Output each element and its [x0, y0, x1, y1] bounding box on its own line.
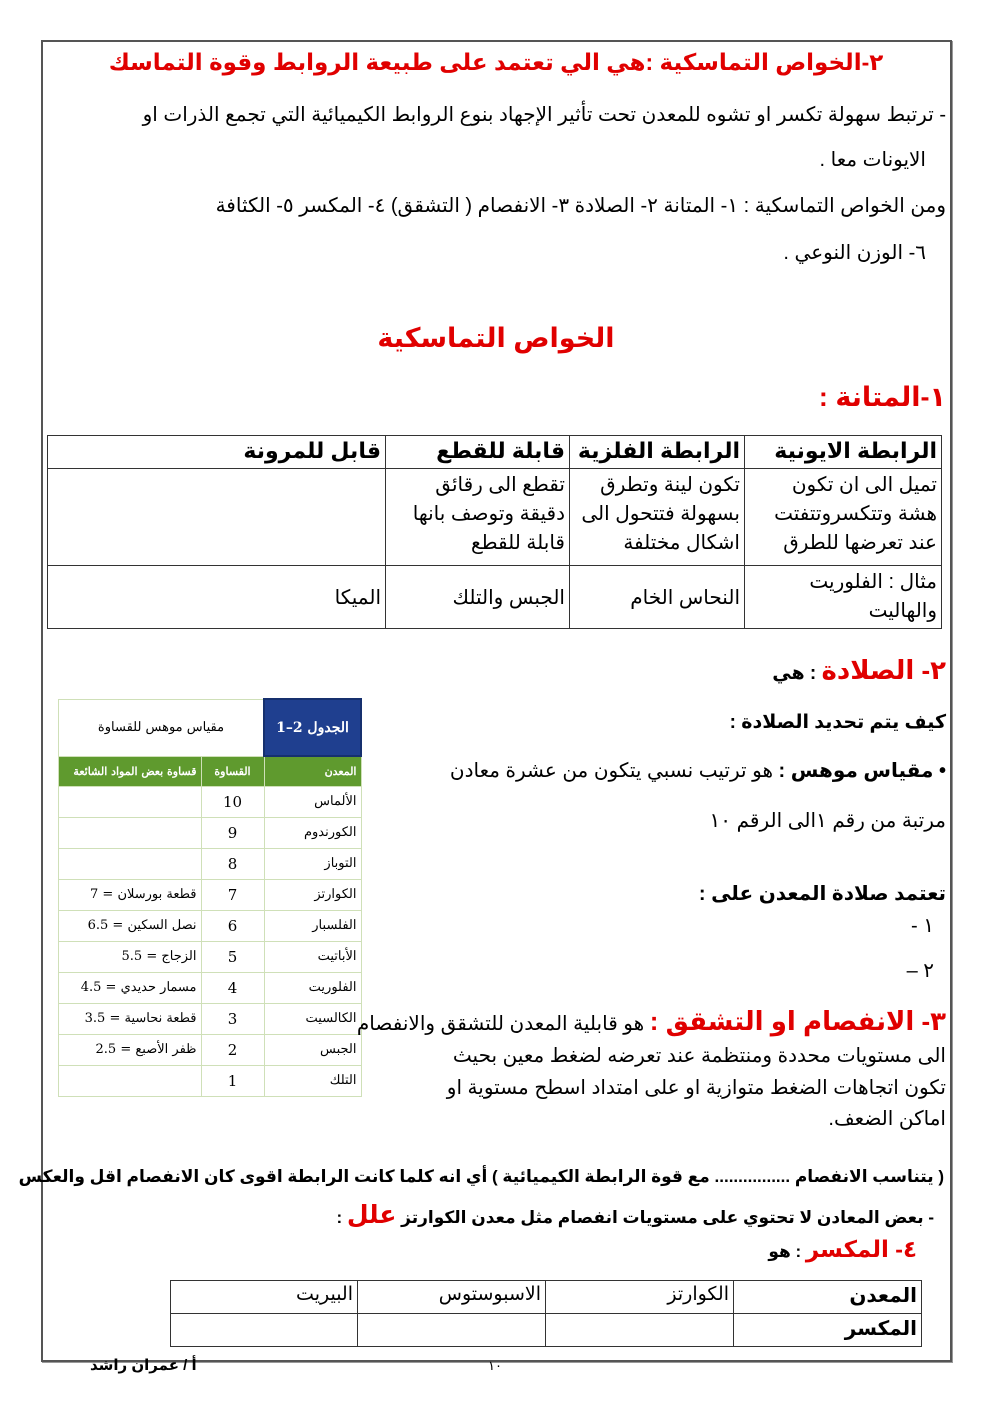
mohs-definition — [450, 758, 946, 783]
cell: تميل الى ان تكون هشة وتتكسروتتفتت عند تعرضها للطرق — [745, 469, 942, 566]
common-material-cell: قطعة بورسلان = 7 — [59, 879, 202, 910]
reason-tag: علل — [346, 1201, 397, 1229]
hardness-title: ٢- الصلادة — [821, 655, 946, 685]
mohs-text: هو ترتيب نسبي يتكون من عشرة معادن — [449, 760, 779, 782]
header-cell: المعدن — [264, 756, 361, 786]
cell: تكون لينة وتطرق بسهولة فتتحول الى اشكال مختلفة — [570, 469, 745, 566]
mineral-cell: الأباتيت — [264, 941, 361, 972]
common-material-cell: قطعة نحاسية = 3.5 — [59, 1003, 202, 1034]
hardness-heading — [772, 655, 946, 686]
cell: المعدن — [734, 1281, 922, 1314]
cleavage-text: هو قابلية المعدن للتشقق والانفصام — [356, 1013, 650, 1035]
mineral-cell: الفلسبار — [264, 910, 361, 941]
mohs-label: • مقياس موهس : — [778, 760, 946, 782]
table-row — [59, 972, 362, 1003]
hardness-suffix: : هي — [772, 663, 822, 684]
cell: الجبس والتلك — [386, 566, 570, 629]
how-determine: كيف يتم تحديد الصلادة : — [729, 712, 946, 733]
hardness-cell: 1 — [201, 1065, 264, 1096]
table-row — [59, 910, 362, 941]
hardness-cell: 10 — [201, 786, 264, 817]
header-cell: الرابطة الايونية — [745, 436, 942, 469]
cell: الاسبوستوس — [358, 1281, 546, 1314]
mohs-definition: مرتبة من رقم ١الى الرقم ١٠ — [709, 810, 946, 832]
fracture-title: ٤- المكسر — [805, 1236, 917, 1262]
cell — [48, 469, 386, 566]
cleavage-title: ٣- الانفصام او التشقق : — [649, 1006, 946, 1036]
cell: مثال : الفلوريت والهاليت — [745, 566, 942, 629]
section-heading: الخواص التماسكية — [377, 323, 615, 353]
properties-list: ومن الخواص التماسكية : ١- المتانة ٢- الصلادة ٣- الانفصام ( التشقق) ٤- المكسر ٥- الكثافة — [215, 195, 946, 217]
common-material-cell — [59, 817, 202, 848]
mineral-cell: التلك — [264, 1065, 361, 1096]
cell: البيريت — [171, 1281, 358, 1314]
cleavage-line: تكون اتجاهات الضغط متوازية او على امتداد اسطح مستوية او — [446, 1077, 946, 1099]
hardness-cell: 4 — [201, 972, 264, 1003]
reason-end: : — [336, 1208, 347, 1227]
mohs-hardness-table — [58, 698, 362, 1097]
common-material-cell: مسمار حديدي = 4.5 — [59, 972, 202, 1003]
intro-line: الايونات معا . — [819, 149, 926, 171]
header-cell: قساوة بعض المواد الشائعة — [59, 756, 202, 786]
page-number: ١٠ — [488, 1358, 502, 1373]
cell: النحاس الخام — [570, 566, 745, 629]
common-material-cell — [59, 848, 202, 879]
cleavage-line: اماكن الضعف. — [828, 1108, 946, 1130]
cleavage-line: الى مستويات محددة ومنتظمة عند تعرضه لضغط معين بحيث — [452, 1045, 946, 1067]
cell: الكوارتز — [546, 1281, 734, 1314]
blank-item: ١ - — [911, 915, 934, 937]
hardness-cell: 6 — [201, 910, 264, 941]
mineral-cell: التوباز — [264, 848, 361, 879]
mineral-cell: الكالسيت — [264, 1003, 361, 1034]
hardness-cell: 7 — [201, 879, 264, 910]
header-cell: قابلة للقطع — [386, 436, 570, 469]
table-row — [59, 786, 362, 817]
table-title: مقياس موهس للقساوة — [59, 699, 265, 756]
fracture-heading — [768, 1236, 917, 1263]
mineral-cell: الفلوريت — [264, 972, 361, 1003]
cell: تقطع الى رقائق دقيقة وتوصف بانها قابلة للقطع — [386, 469, 570, 566]
properties-list: ٦- الوزن النوعي . — [783, 242, 926, 264]
table-tag: الجدول 2–1 — [264, 699, 361, 756]
table-row — [59, 817, 362, 848]
cleavage-note: ( يتناسب الانفصام ................ مع قوة الرابطة الكيميائية ) أي انه كلما كانت الرابطة اقوى كان الانفصام اقل والعكس — [18, 1167, 944, 1186]
depends-heading: تعتمد صلادة المعدن على : — [698, 883, 946, 905]
hardness-cell: 8 — [201, 848, 264, 879]
cell — [171, 1314, 358, 1347]
common-material-cell — [59, 786, 202, 817]
mineral-cell: الجبس — [264, 1034, 361, 1065]
common-material-cell: الزجاج = 5.5 — [59, 941, 202, 972]
cell: المكسر — [734, 1314, 922, 1347]
cleavage-line — [357, 1006, 946, 1037]
common-material-cell: ظفر الأصبع = 2.5 — [59, 1034, 202, 1065]
hardness-cell: 5 — [201, 941, 264, 972]
cell: الميكا — [48, 566, 386, 629]
mineral-cell: الكورندوم — [264, 817, 361, 848]
blank-item: ٢ – — [906, 960, 934, 982]
table-row — [59, 848, 362, 879]
mineral-cell: الألماس — [264, 786, 361, 817]
cell — [358, 1314, 546, 1347]
page-title: ٢-الخواص التماسكية :هي الي تعتمد على طبيعة الروابط وقوة التماسك — [108, 49, 884, 75]
header-cell: الرابطة الفلزية — [570, 436, 745, 469]
hardness-cell: 3 — [201, 1003, 264, 1034]
intro-line: - ترتبط سهولة تكسر او تشوه للمعدن تحت تأثير الإجهاد بنوع الروابط الكيميائية التي تجمع الذرات او — [142, 104, 946, 126]
header-cell: قابل للمرونة — [48, 436, 386, 469]
cleavage-reason — [336, 1200, 934, 1230]
table-row — [59, 941, 362, 972]
common-material-cell — [59, 1065, 202, 1096]
table-row — [59, 1065, 362, 1096]
fracture-table — [170, 1280, 922, 1347]
reason-text: - بعض المعادن لا تحتوي على مستويات انفصام مثل معدن الكوارتز — [396, 1208, 934, 1227]
hardness-cell: 9 — [201, 817, 264, 848]
mineral-cell: الكوارتز — [264, 879, 361, 910]
hardness-cell: 2 — [201, 1034, 264, 1065]
cell — [546, 1314, 734, 1347]
header-cell: القساوة — [201, 756, 264, 786]
table-row — [59, 1034, 362, 1065]
author: أ / عمران راشد — [90, 1357, 197, 1374]
table-row — [59, 879, 362, 910]
common-material-cell: نصل السكين = 6.5 — [59, 910, 202, 941]
tenacity-table — [47, 435, 942, 629]
tenacity-heading: ١-المتانة : — [818, 382, 946, 412]
fracture-suffix: : هو — [768, 1242, 806, 1261]
table-row — [59, 1003, 362, 1034]
